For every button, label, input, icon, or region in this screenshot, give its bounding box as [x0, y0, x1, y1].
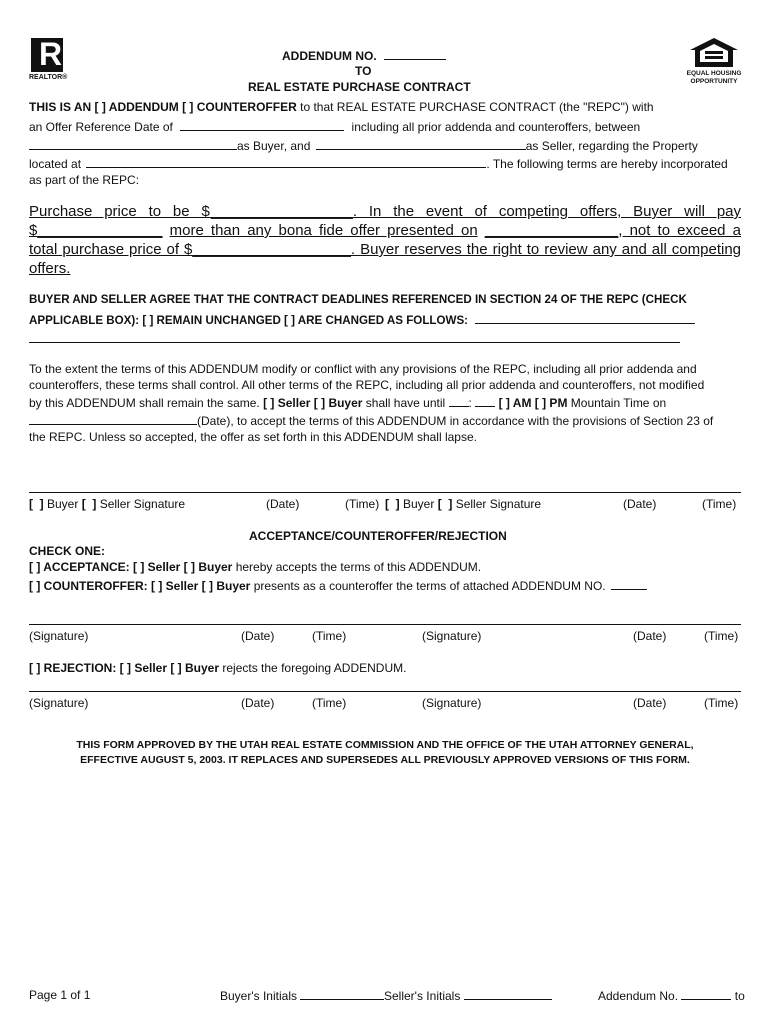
intro-line2: an Offer Reference Date of including all prior addenda and counteroffers, between	[29, 120, 641, 134]
realtor-letter: R	[39, 36, 63, 72]
signature3-time-left: (Time)	[312, 696, 347, 710]
deadlines-line2: APPLICABLE BOX): [ ] REMAIN UNCHANGED [ ] ARE CHANGED AS FOLLOWS:	[29, 312, 695, 327]
intro-line4: located at . The following terms are hereby incorporated	[29, 157, 728, 171]
purchase-price-field[interactable]: _________________	[209, 203, 353, 220]
deadline-changes-field[interactable]	[475, 312, 695, 324]
signature2-date-right: (Date)	[633, 629, 667, 643]
title-to: TO	[355, 64, 372, 78]
signature3-sig-left: (Signature)	[29, 696, 89, 710]
footer-page: Page 1 of 1	[29, 988, 91, 1002]
max-price-field[interactable]: ___________________	[192, 241, 351, 258]
signature1-right-role: [ ] Buyer [ ] Seller Signature	[385, 497, 542, 511]
deadline-changes-line[interactable]	[29, 342, 680, 343]
deadline-hour-field[interactable]	[449, 395, 469, 407]
check-one-label: CHECK ONE:	[29, 544, 106, 558]
intro-line1: THIS IS AN [ ] ADDENDUM [ ] COUNTEROFFER to that REAL ESTATE PURCHASE CONTRACT (the "REPC") with	[29, 100, 654, 114]
realtor-label: REALTOR®	[29, 74, 68, 81]
offer-date-field[interactable]: ________________	[484, 222, 619, 239]
signature3-date-left: (Date)	[241, 696, 275, 710]
signature2-time-left: (Time)	[312, 629, 347, 643]
escalation-amount-field[interactable]: _______________	[37, 222, 163, 239]
signature1-right-date: (Date)	[623, 497, 657, 511]
title-repc: REAL ESTATE PURCHASE CONTRACT	[248, 80, 471, 94]
footer-addendum: Addendum No. to	[598, 989, 745, 1003]
approval-line1: THIS FORM APPROVED BY THE UTAH REAL ESTATE COMMISSION AND THE OFFICE OF THE UTAH ATTORNEY GENERAL,	[76, 739, 694, 751]
terms-line1: Purchase price to be $ _________________. In the event of competing offers, Buyer will pay	[29, 203, 742, 220]
signature1-left-role: [ ] Buyer [ ] Seller Signature	[29, 497, 186, 511]
deadline-minute-field[interactable]	[475, 395, 495, 407]
signature1-right-time: (Time)	[702, 497, 737, 511]
deadline-date-field[interactable]	[29, 413, 197, 425]
footer-seller-initials: Seller's Initials	[384, 988, 552, 1003]
footer-addendum-no-field[interactable]	[681, 988, 731, 1000]
acceptance-heading: ACCEPTANCE/COUNTEROFFER/REJECTION	[249, 529, 507, 543]
buyer-initials-field[interactable]	[300, 988, 384, 1000]
approval-line2: EFFECTIVE AUGUST 5, 2003. IT REPLACES AND SUPERSEDES ALL PREVIOUSLY APPROVED VERSIONS OF THIS FORM.	[80, 754, 690, 766]
body-line3: by this ADDENDUM shall remain the same. [ ] Seller [ ] Buyer shall have until : [ ] AM [ ] PM Mountain Time on	[29, 396, 667, 410]
body-line4: (Date), to accept the terms of this ADDENDUM in accordance with the provisions of Section 23 of	[29, 413, 713, 428]
body-line1: To the extent the terms of this ADDENDUM modify or conflict with any provisions of the REPC, including all prior addenda and	[29, 362, 697, 376]
equal-housing-line1: EQUAL HOUSING	[686, 70, 742, 77]
house-icon	[686, 36, 742, 68]
equal-housing-logo	[686, 36, 742, 86]
acceptance-option[interactable]: [ ] ACCEPTANCE: [ ] Seller [ ] Buyer hereby accepts the terms of this ADDENDUM.	[29, 560, 482, 574]
equal-housing-line2: OPPORTUNITY	[690, 78, 738, 85]
terms-line2: $_______________ more than any bona fide offer presented on ________________, not to exceed a	[29, 222, 741, 239]
counteroffer-option[interactable]: [ ] COUNTEROFFER: [ ] Seller [ ] Buyer presents as a counteroffer the terms of attached ADDENDUM NO.	[29, 578, 647, 593]
signature1-left-date: (Date)	[266, 497, 300, 511]
signature1-left-time: (Time)	[345, 497, 380, 511]
property-address-field[interactable]	[86, 156, 486, 168]
signature2-date-left: (Date)	[241, 629, 275, 643]
body-line5: the REPC. Unless so accepted, the offer as set forth in this ADDENDUM shall lapse.	[29, 430, 477, 444]
title-addendum-no: ADDENDUM NO.	[282, 48, 446, 63]
counteroffer-addendum-no-field[interactable]	[611, 578, 647, 590]
buyer-name-field[interactable]	[29, 138, 237, 150]
body-line2: counteroffers, these terms shall control. All other terms of the REPC, including all prior addenda and counteroffers, not modified	[29, 378, 705, 392]
seller-initials-field[interactable]	[464, 988, 552, 1000]
signature3-sig-right: (Signature)	[422, 696, 482, 710]
signature2-time-right: (Time)	[704, 629, 739, 643]
intro-line5: as part of the REPC:	[29, 173, 140, 187]
seller-name-field[interactable]	[316, 138, 526, 150]
realtor-logo-block	[31, 38, 63, 72]
offer-reference-date-field[interactable]	[180, 119, 344, 131]
signature2-sig-left: (Signature)	[29, 629, 89, 643]
signature2-sig-right: (Signature)	[422, 629, 482, 643]
rejection-option[interactable]: [ ] REJECTION: [ ] Seller [ ] Buyer rejects the foregoing ADDENDUM.	[29, 661, 407, 675]
terms-line4: offers.	[29, 260, 71, 277]
addendum-no-blank[interactable]	[384, 48, 446, 60]
signature3-line[interactable]	[29, 691, 741, 692]
realtor-logo	[29, 36, 67, 84]
signature1-line[interactable]	[29, 492, 741, 493]
signature3-date-right: (Date)	[633, 696, 667, 710]
intro-line3: as Buyer, and as Seller, regarding the Property	[29, 138, 698, 153]
deadlines-line1: BUYER AND SELLER AGREE THAT THE CONTRACT DEADLINES REFERENCED IN SECTION 24 OF THE REPC (CHECK	[29, 293, 687, 306]
terms-line3: total purchase price of $___________________. Buyer reserves the right to review any and all competing	[29, 241, 741, 258]
signature2-line[interactable]	[29, 624, 741, 625]
signature3-time-right: (Time)	[704, 696, 739, 710]
footer-buyer-initials: Buyer's Initials	[220, 988, 384, 1003]
